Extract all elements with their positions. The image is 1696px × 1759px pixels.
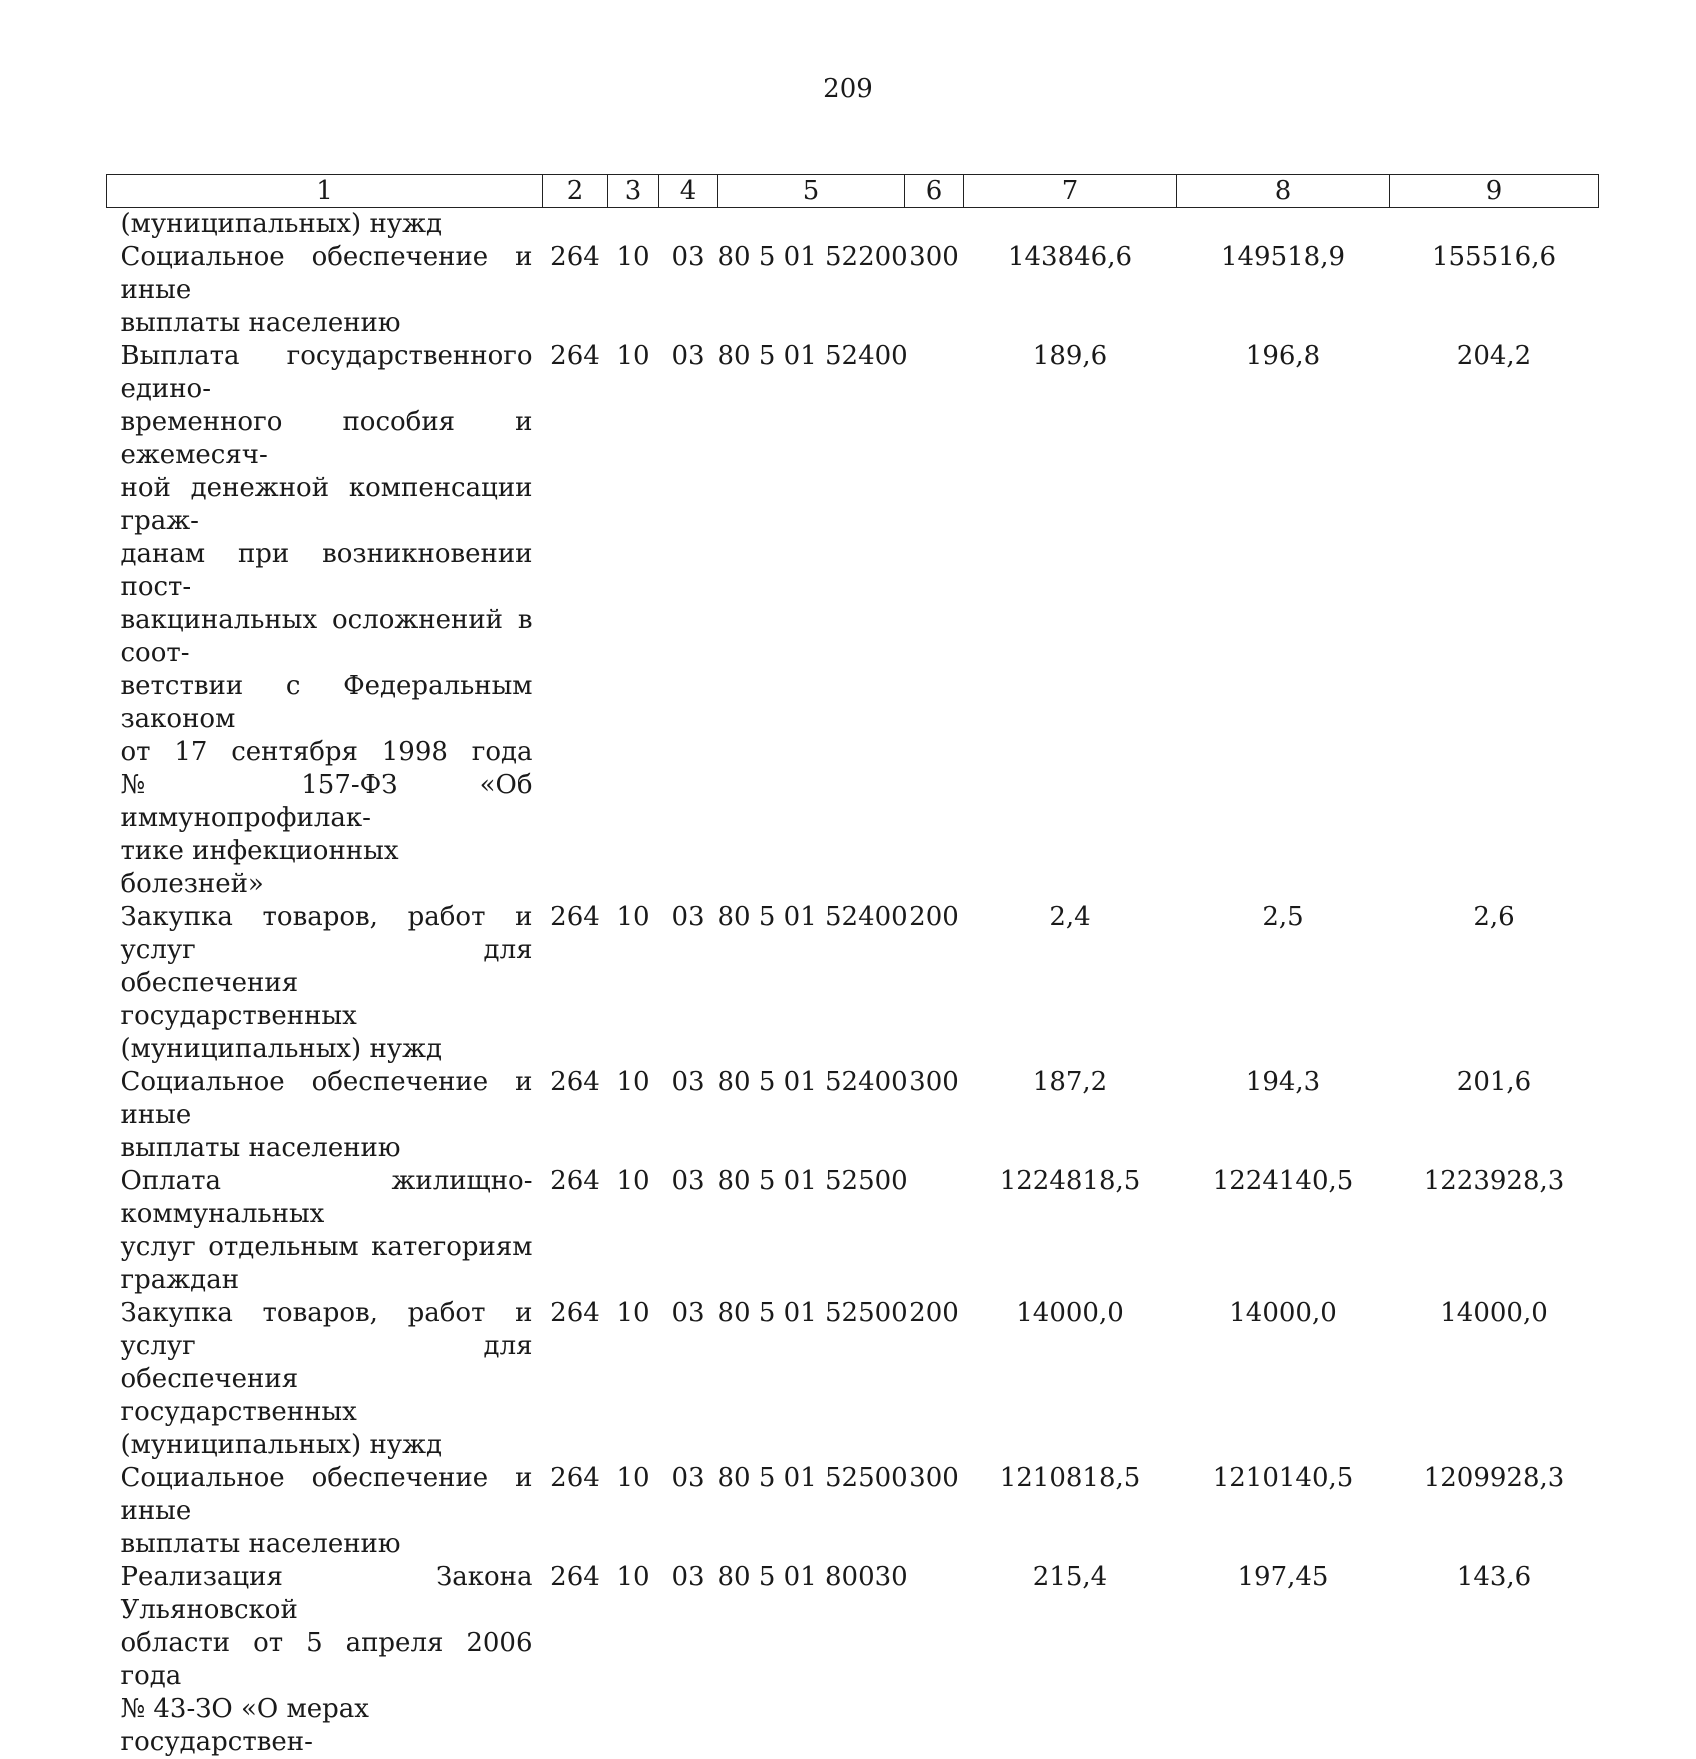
cell-col-8: 1224140,5 [1177, 1165, 1390, 1297]
cell-col-2: 264 [543, 1297, 608, 1462]
page-number: 209 [0, 74, 1696, 104]
table-body [107, 208, 1599, 1759]
row-description [107, 1066, 543, 1165]
cell-col-4: 03 [659, 241, 718, 340]
table-row [107, 340, 1599, 901]
description-line: Реализация Закона Ульяновской [121, 1561, 533, 1627]
table-row [107, 1165, 1599, 1297]
column-header-1: 1 [107, 175, 543, 208]
table-row [107, 1066, 1599, 1165]
cell-col-5: 80 5 01 52400 [718, 901, 905, 1066]
cell-col-9: 1209928,3 [1390, 1462, 1599, 1561]
cell-col-7: 189,6 [964, 340, 1177, 901]
cell-col-4: 03 [659, 1561, 718, 1759]
cell-col-2: 264 [543, 1066, 608, 1165]
description-line: Оплата жилищно-коммунальных [121, 1165, 533, 1231]
cell-col-8 [1177, 208, 1390, 242]
cell-col-5: 80 5 01 52500 [718, 1297, 905, 1462]
description-line: выплаты населению [121, 307, 533, 340]
cell-col-6 [905, 1561, 964, 1759]
cell-col-5: 80 5 01 52400 [718, 340, 905, 901]
description-line: обеспечения государственных [121, 967, 533, 1033]
cell-col-4 [659, 208, 718, 242]
cell-col-6: 300 [905, 1462, 964, 1561]
column-header-7: 7 [964, 175, 1177, 208]
cell-col-5: 80 5 01 52500 [718, 1462, 905, 1561]
description-line: Закупка товаров, работ и услуг для [121, 901, 533, 967]
cell-col-7: 1210818,5 [964, 1462, 1177, 1561]
cell-col-3: 10 [608, 1297, 659, 1462]
cell-col-3: 10 [608, 1561, 659, 1759]
cell-col-8: 194,3 [1177, 1066, 1390, 1165]
cell-col-4: 03 [659, 1297, 718, 1462]
cell-col-2 [543, 208, 608, 242]
description-line: (муниципальных) нужд [121, 1429, 533, 1462]
description-line: области от 5 апреля 2006 года [121, 1627, 533, 1693]
cell-col-7: 2,4 [964, 901, 1177, 1066]
description-line: выплаты населению [121, 1132, 533, 1165]
table-row [107, 241, 1599, 340]
column-header-4: 4 [659, 175, 718, 208]
cell-col-6 [905, 340, 964, 901]
cell-col-9: 143,6 [1390, 1561, 1599, 1759]
cell-col-2: 264 [543, 1561, 608, 1759]
column-header-8: 8 [1177, 175, 1390, 208]
description-line: услуг отдельным категориям [121, 1231, 533, 1264]
description-line: Выплата государственного едино- [121, 340, 533, 406]
row-description [107, 241, 543, 340]
description-line: тике инфекционных болезней» [121, 835, 533, 901]
description-line: ветствии с Федеральным законом [121, 670, 533, 736]
cell-col-4: 03 [659, 1066, 718, 1165]
description-line: граждан [121, 1264, 533, 1297]
cell-col-3: 10 [608, 901, 659, 1066]
column-header-3: 3 [608, 175, 659, 208]
cell-col-3: 10 [608, 241, 659, 340]
cell-col-2: 264 [543, 241, 608, 340]
cell-col-8: 196,8 [1177, 340, 1390, 901]
cell-col-6: 300 [905, 1066, 964, 1165]
description-line: от 17 сентября 1998 года [121, 736, 533, 769]
cell-col-3: 10 [608, 1462, 659, 1561]
description-line: данам при возникновении пост- [121, 538, 533, 604]
cell-col-7: 187,2 [964, 1066, 1177, 1165]
row-description [107, 1462, 543, 1561]
description-line: (муниципальных) нужд [121, 208, 533, 241]
cell-col-7 [964, 208, 1177, 242]
row-description [107, 901, 543, 1066]
description-line: Социальное обеспечение и иные [121, 241, 533, 307]
cell-col-8: 2,5 [1177, 901, 1390, 1066]
description-line: Закупка товаров, работ и услуг для [121, 1297, 533, 1363]
table-row [107, 1297, 1599, 1462]
row-description [107, 1165, 543, 1297]
cell-col-9: 14000,0 [1390, 1297, 1599, 1462]
cell-col-2: 264 [543, 901, 608, 1066]
cell-col-5: 80 5 01 52400 [718, 1066, 905, 1165]
column-header-9: 9 [1390, 175, 1599, 208]
cell-col-9: 2,6 [1390, 901, 1599, 1066]
cell-col-6: 200 [905, 901, 964, 1066]
cell-col-9: 1223928,3 [1390, 1165, 1599, 1297]
column-header-2: 2 [543, 175, 608, 208]
table-header [107, 175, 1599, 208]
cell-col-8: 14000,0 [1177, 1297, 1390, 1462]
cell-col-3: 10 [608, 1066, 659, 1165]
cell-col-3 [608, 208, 659, 242]
table-row [107, 208, 1599, 242]
description-line: выплаты населению [121, 1528, 533, 1561]
table-row [107, 901, 1599, 1066]
cell-col-8: 1210140,5 [1177, 1462, 1390, 1561]
cell-col-2: 264 [543, 1165, 608, 1297]
description-line: временного пособия и ежемесяч- [121, 406, 533, 472]
cell-col-3: 10 [608, 340, 659, 901]
cell-col-7: 143846,6 [964, 241, 1177, 340]
column-header-6: 6 [905, 175, 964, 208]
row-description [107, 1561, 543, 1759]
cell-col-8: 149518,9 [1177, 241, 1390, 340]
cell-col-5: 80 5 01 52500 [718, 1165, 905, 1297]
cell-col-9 [1390, 208, 1599, 242]
cell-col-6: 200 [905, 1297, 964, 1462]
cell-col-4: 03 [659, 1462, 718, 1561]
description-line: ной денежной компенсации граж- [121, 472, 533, 538]
cell-col-7: 1224818,5 [964, 1165, 1177, 1297]
description-line: обеспечения государственных [121, 1363, 533, 1429]
cell-col-8: 197,45 [1177, 1561, 1390, 1759]
cell-col-4: 03 [659, 901, 718, 1066]
cell-col-5: 80 5 01 52200 [718, 241, 905, 340]
description-line: № 157-ФЗ «Об иммунопрофилак- [121, 769, 533, 835]
cell-col-2: 264 [543, 1462, 608, 1561]
row-description [107, 340, 543, 901]
description-line: Социальное обеспечение и иные [121, 1066, 533, 1132]
cell-col-4: 03 [659, 1165, 718, 1297]
cell-col-7: 14000,0 [964, 1297, 1177, 1462]
cell-col-6 [905, 1165, 964, 1297]
cell-col-5: 80 5 01 80030 [718, 1561, 905, 1759]
cell-col-4: 03 [659, 340, 718, 901]
cell-col-9: 204,2 [1390, 340, 1599, 901]
budget-table [106, 174, 1599, 1759]
cell-col-7: 215,4 [964, 1561, 1177, 1759]
cell-col-6: 300 [905, 241, 964, 340]
cell-col-3: 10 [608, 1165, 659, 1297]
row-description [107, 1297, 543, 1462]
table-row [107, 1561, 1599, 1759]
table-row [107, 1462, 1599, 1561]
cell-col-5 [718, 208, 905, 242]
description-line: вакцинальных осложнений в соот- [121, 604, 533, 670]
column-header-5: 5 [718, 175, 905, 208]
cell-col-9: 201,6 [1390, 1066, 1599, 1165]
cell-col-2: 264 [543, 340, 608, 901]
description-line: (муниципальных) нужд [121, 1033, 533, 1066]
description-line: № 43-ЗО «О мерах государствен- [121, 1693, 533, 1759]
description-line: Социальное обеспечение и иные [121, 1462, 533, 1528]
cell-col-6 [905, 208, 964, 242]
row-description [107, 208, 543, 242]
cell-col-9: 155516,6 [1390, 241, 1599, 340]
